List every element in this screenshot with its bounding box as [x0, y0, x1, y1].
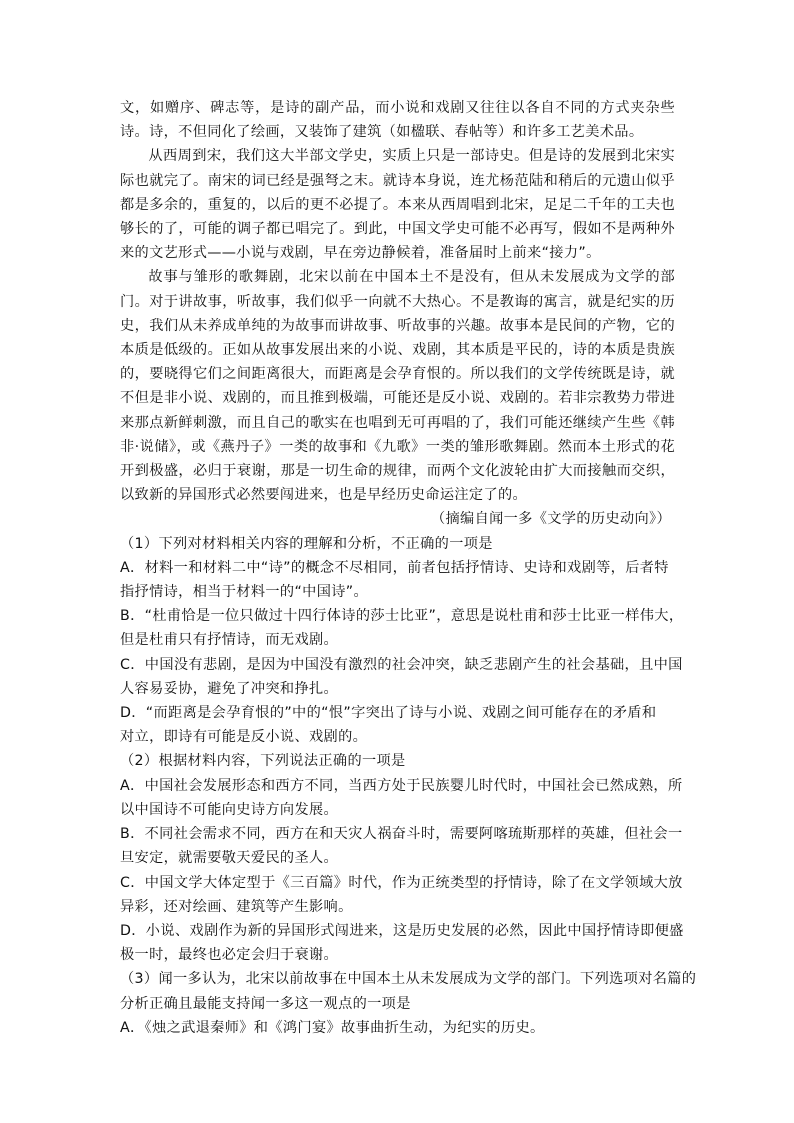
option-line: 指抒情诗，相当于材料一的“中国诗”。: [120, 584, 369, 601]
question-2-option-a: [120, 774, 683, 822]
passage-paragraph-2: 从西周到宋，我们这大半部文学史，实质上只是一部诗史。但是诗的发展到北宋实际也就完了。南宋的词已经是强弩之末。就诗本身说，连尤杨范陆和稍后的元遗山似乎都是多余的，重复的，以后的更不必提了。本来从西周唱到北宋，足足二千年的工夫也够长的了，可能的调子都已唱完了。到此，中国文学史可能不必再写，假如不是两种外来的文艺形式——小说与戏剧，早在旁边静候着，准备届时上前来“接力”。: [120, 148, 675, 262]
option-line: 旦安定，就需要敬天爱民的圣人。: [120, 850, 339, 867]
question-3: [120, 967, 697, 1040]
question-1-option-b: [120, 604, 684, 652]
question-1-option-d: [120, 701, 675, 749]
option-line: 人容易妥协，避免了冲突和挣扎。: [120, 680, 339, 697]
option-line: A．《烛之武退秦师》和《鸿门宴》故事曲折生动，为纪实的历史。: [120, 1019, 545, 1036]
passage-paragraph-3: 故事与雏形的歌舞剧，北宋以前在中国本土不是没有，但从未发展成为文学的部门。对于讲故事，听故事，我们似乎一向就不大热心。不是教诲的寓言，就是纪实的历史，我们从未养成单纯的为故事而讲故事、听故事的兴趣。故事本是民间的产物，它的本质是低级的。正如从故事发展出来的小说、戏剧，其本质是平民的，诗的本质是贵族的，要晓得它们之间距离很大，而距离是会孕育恨的。所以我们的文学传统既是诗，就不但是非小说、戏剧的，而且推到极端，可能还是反小说、戏剧的。若非宗教势力带进来那点新鲜刺激，而且自己的歌实在也唱到无可再唱的了，我们可能还继续产生些《韩非·说储》，或《燕丹子》一类的故事和《九歌》一类的雏形歌舞剧。然而本土形式的花开到极盛，必归于衰谢，那是一切生命的规律，而两个文化波轮由扩大而接触而交织，以致新的异国形式必然要闯进来，也是早经历史命运注定了的。: [120, 269, 675, 504]
option-line: B．不同社会需求不同，西方在和天灾人祸奋斗时，需要阿喀琉斯那样的英雄，但社会一: [120, 826, 683, 843]
option-line: D．“而距离是会孕育恨的”中的“恨”字突出了诗与小说、戏剧之间可能存在的矛盾和: [120, 705, 657, 722]
option-line: A．中国社会发展形态和西方不同，当西方处于民族婴儿时代时，中国社会已然成熟，所: [120, 777, 683, 794]
question-1-option-a: [120, 556, 675, 604]
passage-source: （摘编自闻一多《文学的历史动向》）: [430, 511, 671, 528]
option-line: D．小说、戏剧作为新的异国形式闯进来，这是历史发展的必然，因此中国抒情诗即便盛: [120, 922, 684, 939]
document-page: [120, 96, 697, 1040]
option-line: 对立，即诗有可能是反小说、戏剧的。: [120, 729, 368, 746]
option-line: A．材料一和材料二中“诗”的概念不尽相同，前者包括抒情诗、史诗和戏剧等，后者特: [120, 559, 669, 576]
question-2: [120, 749, 684, 967]
option-line: 以中国诗不可能向史诗方向发展。: [120, 801, 339, 818]
question-2-option-d: [120, 919, 684, 967]
question-1: [120, 532, 684, 750]
question-2-option-c: [120, 871, 683, 919]
option-line: B．“杜甫恰是一位只做过十四行体诗的莎士比亚”，意思是说杜甫和莎士比亚一样伟大，: [120, 608, 684, 625]
question-3-stem-line: （3）闻一多认为，北宋以前故事在中国本土从未发展成为文学的部门。下列选项对名篇的: [120, 971, 697, 988]
question-1-option-c: [120, 653, 683, 701]
option-line: 但是杜甫只有抒情诗，而无戏剧。: [120, 632, 339, 649]
question-3-stem-line: 分析正确且最能支持闻一多这一观点的一项是: [120, 995, 411, 1012]
question-2-option-b: [120, 822, 683, 870]
option-line: 极一时，最终也必定会归于衰谢。: [120, 947, 339, 964]
option-line: 异彩，还对绘画、建筑等产生影响。: [120, 898, 353, 915]
question-3-option-a: [120, 1016, 675, 1040]
question-2-stem: （2）根据材料内容，下列说法正确的一项是: [120, 753, 406, 770]
question-1-stem: （1）下列对材料相关内容的理解和分析，不正确的一项是: [120, 535, 493, 552]
passage-paragraph-1: 文，如赠序、碑志等，是诗的副产品，而小说和戏剧又往往以各自不同的方式夹杂些诗。诗，不但同化了绘画，又装饰了建筑（如楹联、春帖等）和许多工艺美术品。: [120, 100, 675, 141]
option-line: C．中国文学大体定型于《三百篇》时代，作为正统类型的抒情诗，除了在文学领域大放: [120, 874, 683, 891]
option-line: C．中国没有悲剧，是因为中国没有激烈的社会冲突，缺乏悲剧产生的社会基础，且中国: [120, 656, 683, 673]
